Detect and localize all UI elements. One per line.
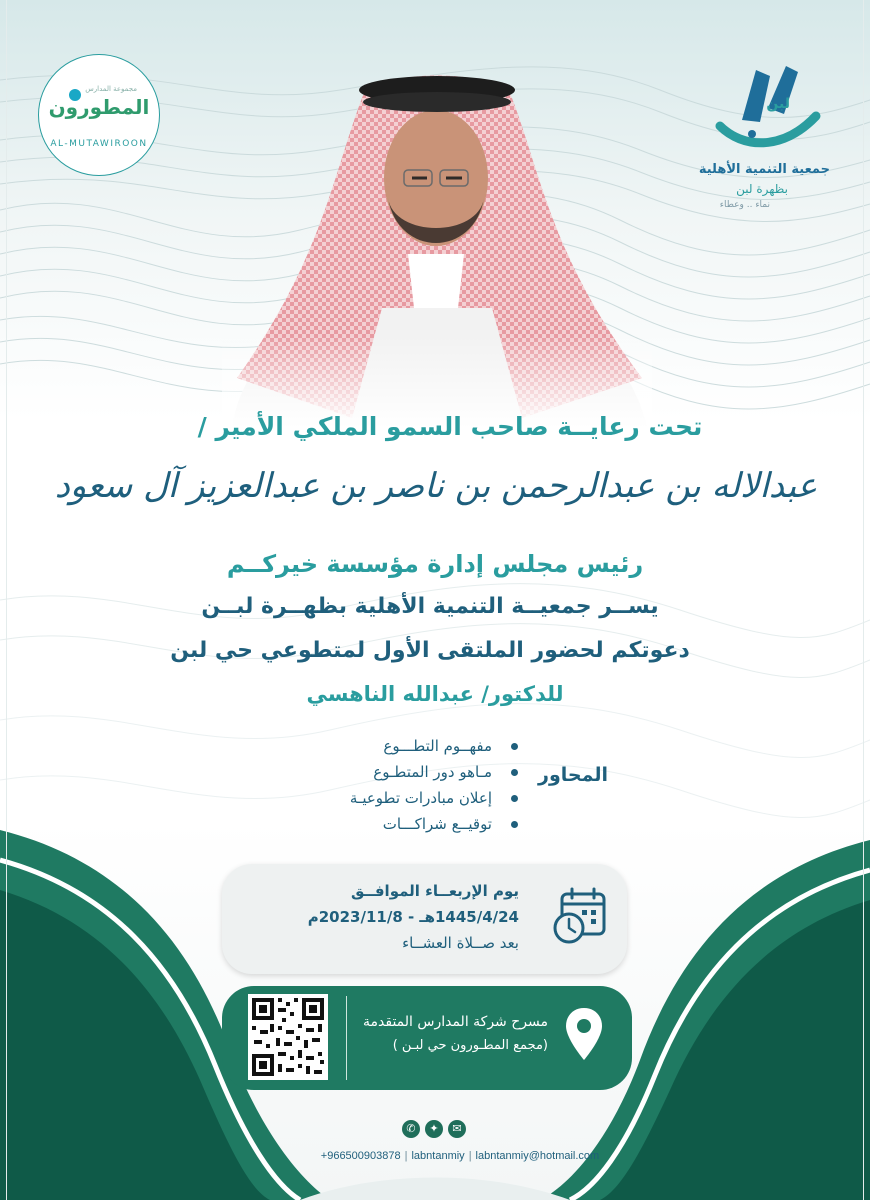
divider: | <box>468 1150 472 1162</box>
contact-line <box>280 1150 640 1162</box>
list-item: مفهــوم التطـــوع <box>350 734 518 760</box>
axes-title: المحاور <box>538 764 608 786</box>
speaker-name: للدكتور/ عبدالله الناهسي <box>306 682 564 706</box>
invitation-line-1: يســر جمعيــة التنمية الأهلية بظهــرة لبــن <box>201 594 659 619</box>
assoc-mark-text: لبن <box>766 96 790 112</box>
calendar-clock-icon <box>552 886 608 946</box>
event-date: 1445/4/24هـ - 2023/11/8م <box>307 908 519 926</box>
contact-phone[interactable]: +966500903878 <box>320 1150 401 1162</box>
prince-name: عبدالاله بن عبدالرحمن بن ناصر بن عبدالعزيز آل سعود <box>54 466 818 506</box>
mutawiroon-name-text: المطورون <box>48 95 150 119</box>
divider <box>346 996 347 1080</box>
mutawiroon-small-caption: مجموعة المدارس <box>85 85 137 93</box>
list-item: مـاهو دور المتطـوع <box>350 760 518 786</box>
prince-portrait <box>222 58 652 428</box>
chairman-title: رئيس مجلس إدارة مؤسسة خيركــم <box>226 550 644 578</box>
association-name: جمعية التنمية الأهلية <box>698 162 830 177</box>
mutawiroon-latin-name: AL-MUTAWIROON <box>50 139 148 149</box>
venue-name: مسرح شركة المدارس المتقدمة <box>363 1014 548 1030</box>
list-item: إعلان مبادرات تطوعيـة <box>350 786 518 812</box>
social-icons <box>402 1120 468 1140</box>
invitation-line-2: دعوتكم لحضور الملتقى الأول لمتطوعي حي لبن <box>170 638 690 663</box>
divider: | <box>404 1150 408 1162</box>
labn-logo-mark-icon <box>712 56 822 160</box>
contact-email[interactable]: labntanmiy@hotmail.com <box>475 1150 600 1162</box>
twitter-icon[interactable]: ✦ <box>425 1120 443 1138</box>
axes-list <box>350 734 518 838</box>
association-logo <box>700 50 840 220</box>
schedule-card <box>222 864 627 974</box>
mutawiroon-logo <box>38 54 160 176</box>
list-item: توقيــع شراكـــات <box>350 812 518 838</box>
association-slogan: نماء .. وعطاء <box>719 200 770 210</box>
association-place: بظهرة لبن <box>736 182 788 196</box>
phone-icon[interactable]: ✆ <box>402 1120 420 1138</box>
venue-detail: (مجمع المطـورون حي لبـن ) <box>392 1038 548 1053</box>
contact-handle[interactable]: labntanmiy <box>411 1150 465 1162</box>
email-icon[interactable]: ✉ <box>448 1120 466 1138</box>
event-time: بعد صــلاة العشــاء <box>402 934 519 952</box>
location-pin-icon <box>564 1006 604 1062</box>
qr-code-icon[interactable] <box>248 994 328 1080</box>
event-day: يوم الإربعــاء الموافــق <box>350 882 519 900</box>
mutawiroon-arabic-name <box>39 85 159 119</box>
location-card <box>222 986 632 1090</box>
patronage-line: تحت رعايــة صاحب السمو الملكي الأمير / <box>197 412 703 441</box>
